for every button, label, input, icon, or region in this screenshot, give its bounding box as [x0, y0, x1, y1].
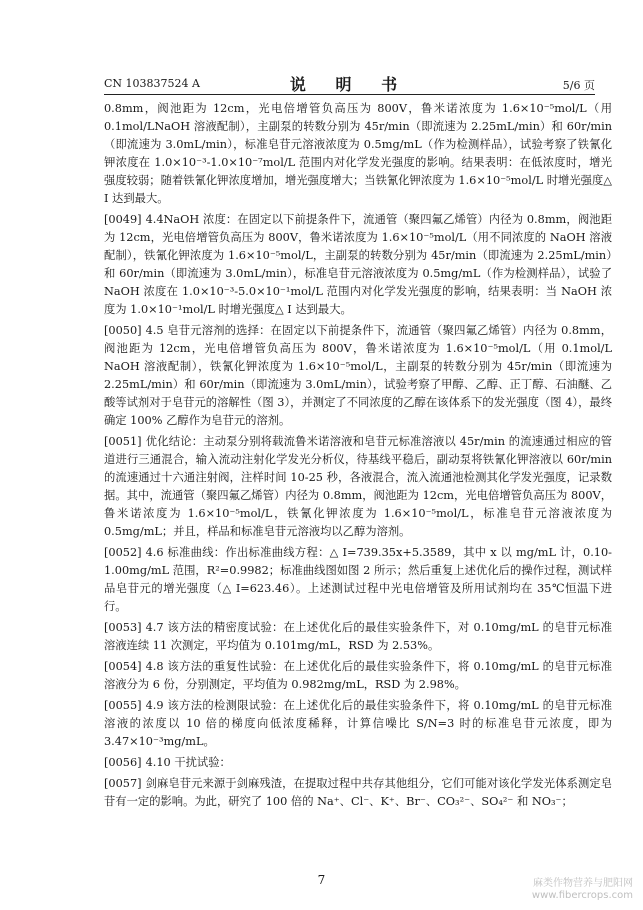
paragraph-text: 剑麻皂苷元来源于剑麻残渣，在提取过程中共存其他组分，它们可能对该化学发光体系测定皂苷有一定的影响。为此，研究了 100 倍的 Na⁺、Cl⁻、K⁺、Br⁻、CO₃²⁻、SO₄²⁻ 和 NO₃⁻； [104, 777, 612, 808]
paragraph-text: 4.10 干扰试验： [145, 756, 231, 769]
paragraph-0053 [104, 619, 612, 655]
paragraph-tag: [0050] [104, 324, 142, 337]
page-info: 5/6 页 [562, 79, 595, 92]
paragraph-text: 0.8mm，阀池距为 12cm，光电倍增管负高压为 800V，鲁米诺浓度为 1.6×10⁻⁵mol/L（用 0.1mol/LNaOH 溶液配制），主副泵的转数分别为 45r/min（即流速为 2.25mL/min）和 60r/min（即流速为 3.0mL/min），标准皂苷元溶液浓度为 0.5mg/mL（作为检测样品），试验考察了铁氰化钾浓度在 1.0×10⁻³-1.0×10⁻⁷mol/L 范围内对化学发光强度的影响。结果表明：在低浓度时，增光强度较弱；随着铁氰化钾浓度增加，增光强度增大；当铁氰化钾浓度为 1.6×10⁻⁵mol/L 时增光强度△ I 达到最大。 [104, 102, 612, 205]
paragraph-0050 [104, 322, 612, 430]
paragraph-tag: [0053] [104, 621, 142, 634]
paragraph-text: 4.7 该方法的精密度试验：在上述优化后的最佳实验条件下，对 0.10mg/mL 的皂苷元标准溶液连续 11 次测定，平均值为 0.101mg/mL，RSD 为 2.53%。 [104, 621, 612, 652]
paragraph-tag: [0049] [104, 213, 142, 226]
paragraph-tag: [0052] [104, 546, 142, 559]
paragraph-text: 优化结论：主动泵分别将载流鲁米诺溶液和皂苷元标准溶液以 45r/min 的流速通过相应的管道进行三通混合，输入流动注射化学发光分析仪，待基线平稳后，副动泵将铁氰化钾溶液以 60r/min 的流速通过十六通注射阀，注样时间 10-25 秒，各液混合，流入流通池检测其化学发光强度，记录数据。其中，流通管（聚四氟乙烯管）内径为 0.8mm，阀池距为 12cm，光电倍增管负高压为 800V，鲁米诺浓度为 1.6×10⁻⁵mol/L，铁氰化钾浓度为 1.6×10⁻⁵mol/L，标准皂苷元溶液浓度为 0.5mg/mL；并且，样品和标准皂苷元溶液均以乙醇为溶剂。 [104, 435, 612, 538]
watermark-site-name: 麻类作物营养与肥阳网 [533, 878, 633, 889]
document-title: 说 明 书 [289, 75, 410, 94]
page-header [104, 72, 595, 95]
paragraph-0049 [104, 211, 612, 319]
paragraph-text: 4.6 标准曲线：作出标准曲线方程：△ I=739.35x+5.3589，其中 x 以 mg/mL 计，0.10-1.00mg/mL 范围，R²=0.9982；标准曲线图如图 2 所示；然后重复上述优化后的操作过程，测试样品皂苷元的增光强度（△ I=623.46）。上述测试过程中光电倍增管及所用试剂均在 35℃恒温下进行。 [104, 546, 612, 613]
paragraph-tag: [0055] [104, 699, 142, 712]
paragraph-continuation [104, 100, 612, 208]
watermark [532, 878, 633, 902]
paragraph-text: 4.4NaOH 浓度：在固定以下前提条件下，流通管（聚四氟乙烯管）内径为 0.8mm，阀池距为 12cm，光电倍增管负高压为 800V，鲁米诺浓度为 1.6×10⁻⁵mol/L（用不同浓度的 NaOH 溶液配制），铁氰化钾浓度为 1.6×10⁻⁵mol/L，主副泵的转数分别为 45r/min（即流速为 2.25mL/min）和 60r/min（即流速为 3.0mL/min），标准皂苷元溶液浓度为 0.5mg/mL（作为检测样品），试验了 NaOH 浓度在 1.0×10⁻³-5.0×10⁻¹mol/L 范围内对化学发光强度的影响，结果表明：当 NaOH 浓度为 1.0×10⁻¹mol/L 时增光强度△ I 达到最大。 [104, 213, 612, 316]
paragraph-tag: [0057] [104, 777, 142, 790]
paragraph-tag: [0056] [104, 756, 142, 769]
watermark-url: www.fibercrops.com [531, 890, 633, 901]
paragraph-0055 [104, 697, 612, 751]
paragraph-text: 4.9 该方法的检测限试验：在上述优化后的最佳实验条件下，将 0.10mg/mL 的皂苷元标准溶液的浓度以 10 倍的梯度向低浓度稀释，计算信噪比 S/N=3 时的标准皂苷元浓度，即为 3.47×10⁻³mg/mL。 [104, 699, 612, 748]
patent-number: CN 103837524 A [104, 77, 200, 90]
paragraph-tag: [0051] [104, 435, 142, 448]
paragraph-0051 [104, 433, 612, 541]
paragraph-text: 4.5 皂苷元溶剂的选择：在固定以下前提条件下，流通管（聚四氟乙烯管）内径为 0.8mm，阀池距为 12cm，光电倍增管负高压为 800V，鲁米诺浓度为 1.6×10⁻⁵mol/L（用 0.1mol/L NaOH 溶液配制），铁氰化钾浓度为 1.6×10⁻⁵mol/L，主副泵的转数分别为 45r/min（即流速为 2.25mL/min）和 60r/min（即流速为 3.0mL/min），试验考察了甲醇、乙醇、正丁醇、石油醚、乙酸等试剂对于皂苷元的溶解性（图 3），并测定了不同浓度的乙醇在该体系下的发光强度（图 4），最终确定 100% 乙醇作为皂苷元的溶剂。 [104, 324, 612, 427]
paragraph-0052 [104, 544, 612, 616]
paragraph-tag: [0054] [104, 660, 142, 673]
document-body [104, 100, 612, 814]
page-number: 7 [317, 873, 326, 887]
paragraph-text: 4.8 该方法的重复性试验：在上述优化后的最佳实验条件下，将 0.10mg/mL 的皂苷元标准溶液分为 6 份，分别测定，平均值为 0.982mg/mL，RSD 为 2.98%。 [104, 660, 612, 691]
paragraph-0054 [104, 658, 612, 694]
paragraph-0056 [104, 754, 612, 772]
paragraph-0057 [104, 775, 612, 811]
